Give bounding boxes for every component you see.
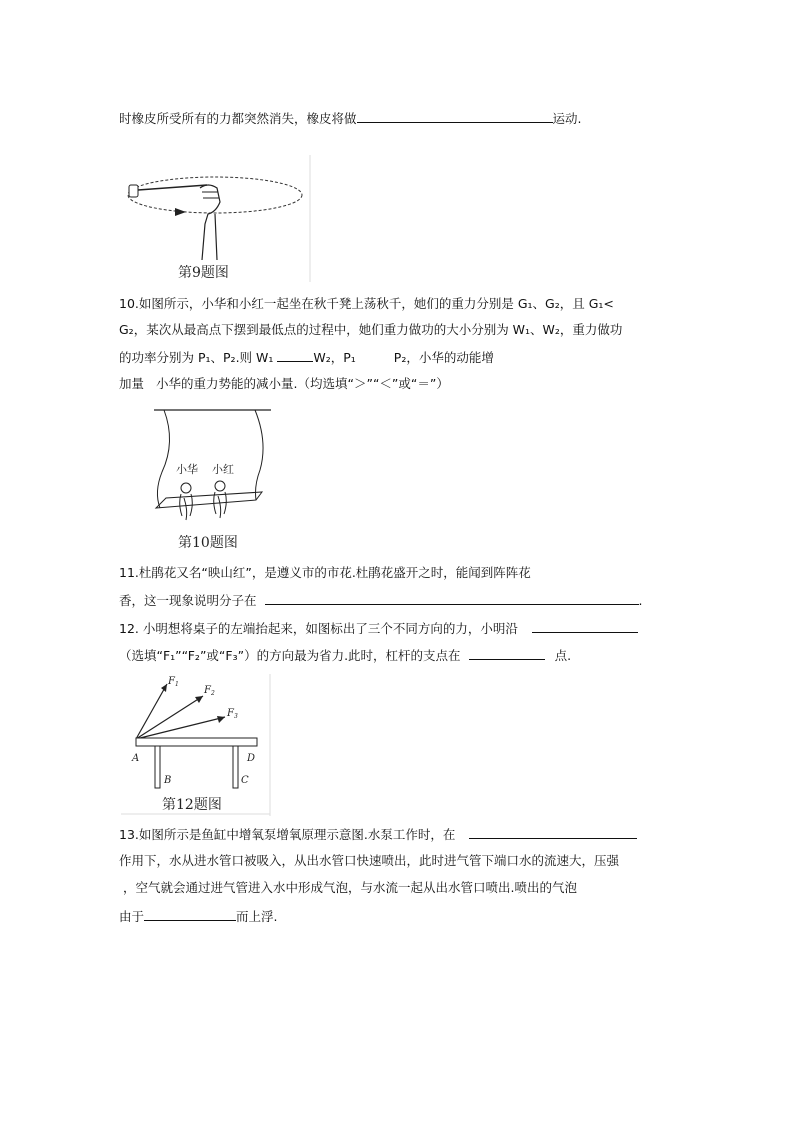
figure-9-caption: 第9题图 xyxy=(178,265,229,281)
point-d-label: D xyxy=(247,753,256,764)
q9-text-line xyxy=(119,110,582,127)
table-leg-c xyxy=(233,746,238,788)
circular-path xyxy=(128,177,302,213)
q9-text-before: 时橡皮所受所有的力都突然消失，橡皮将做 xyxy=(119,111,357,126)
rope-right xyxy=(255,410,263,500)
q11-answer-blank[interactable] xyxy=(265,592,639,605)
point-b-label: B xyxy=(164,775,172,786)
q13-blank-3[interactable] xyxy=(144,908,236,921)
swing-seat xyxy=(156,492,262,508)
table-top xyxy=(136,738,257,746)
svg-text:F3: $F_3$ xyxy=(227,708,238,720)
figure-9 xyxy=(120,150,320,285)
q9-answer-blank[interactable] xyxy=(357,110,553,123)
q10-line-2: G₂，某次从最高点下摆到最低点的过程中，她们重力做功的大小分别为 W₁、W₂，重力做功 xyxy=(119,322,623,337)
arrow-icon xyxy=(217,716,225,723)
figure-12-caption: 第12题图 xyxy=(162,797,222,813)
figure-10-caption: 第10题图 xyxy=(178,535,238,551)
svg-text:F1: $F_1$ xyxy=(168,676,179,688)
force-f2 xyxy=(136,696,203,739)
person-xiaohong xyxy=(215,481,225,491)
q13-line-4: 由于 而上浮. xyxy=(119,909,278,924)
q13-blank-1[interactable] xyxy=(469,826,637,839)
q9-text-after: 运动. xyxy=(552,111,582,126)
table-leg-b xyxy=(155,746,160,788)
q13-line-3: ，空气就会通过进气管进入水中形成气泡，与水流一起从出水管口喷出.喷出的气泡 xyxy=(123,880,577,895)
q12-blank-2[interactable] xyxy=(469,647,545,660)
q11-line-2: 香，这一现象说明分子在 . xyxy=(119,593,643,608)
eraser xyxy=(129,185,138,197)
arrow-icon xyxy=(161,684,167,692)
figure-12 xyxy=(120,672,272,818)
rope-left xyxy=(157,410,169,508)
force-f1 xyxy=(136,684,167,739)
q10-blank-1[interactable] xyxy=(277,349,313,362)
q12-blank-1[interactable] xyxy=(532,620,638,633)
person-xiaohua xyxy=(181,483,191,493)
q13-line-1: 13.如图所示是鱼缸中增氧泵增氧原理示意图.水泵工作时，在 xyxy=(119,826,637,843)
label-xiaohong: 小红 xyxy=(212,463,234,476)
q10-line-4: 加量 小华的重力势能的减小量.（均选填“＞”“＜”或“＝”） xyxy=(119,376,449,391)
arrow-icon xyxy=(195,696,203,703)
q10-line-3: 的功率分别为 P₁、P₂.则 W₁ W₂，P₁ P₂，小华的动能增 xyxy=(119,350,494,365)
svg-text:F2: $F_2$ xyxy=(204,685,215,697)
q10-line-1: 10.如图所示，小华和小红一起坐在秋千凳上荡秋千，她们的重力分别是 G₁、G₂，且 G₁< xyxy=(119,296,614,311)
force-f3 xyxy=(136,717,225,739)
q11-line-1: 11.杜鹃花又名“映山红”，是遵义市的市花.杜鹃花盛开之时，能闻到阵阵花 xyxy=(119,565,531,580)
q12-line-1: 12. 小明想将桌子的左端抬起来，如图标出了三个不同方向的力，小明沿 xyxy=(119,620,638,637)
figure-10 xyxy=(148,402,273,552)
string xyxy=(138,185,207,190)
label-xiaohua: 小华 xyxy=(176,463,198,476)
point-c-label: C xyxy=(241,775,249,786)
q13-line-2: 作用下，水从进水管口被吸入，从出水管口快速喷出，此时进气管下端口水的流速大，压强 xyxy=(119,853,620,868)
hand xyxy=(200,185,220,260)
arrow-icon xyxy=(175,208,186,216)
q12-line-2: （选填“F₁”“F₂”或“F₃”）的方向最为省力.此时，杠杆的支点在 点. xyxy=(119,648,572,663)
point-a-label: A xyxy=(132,753,140,764)
